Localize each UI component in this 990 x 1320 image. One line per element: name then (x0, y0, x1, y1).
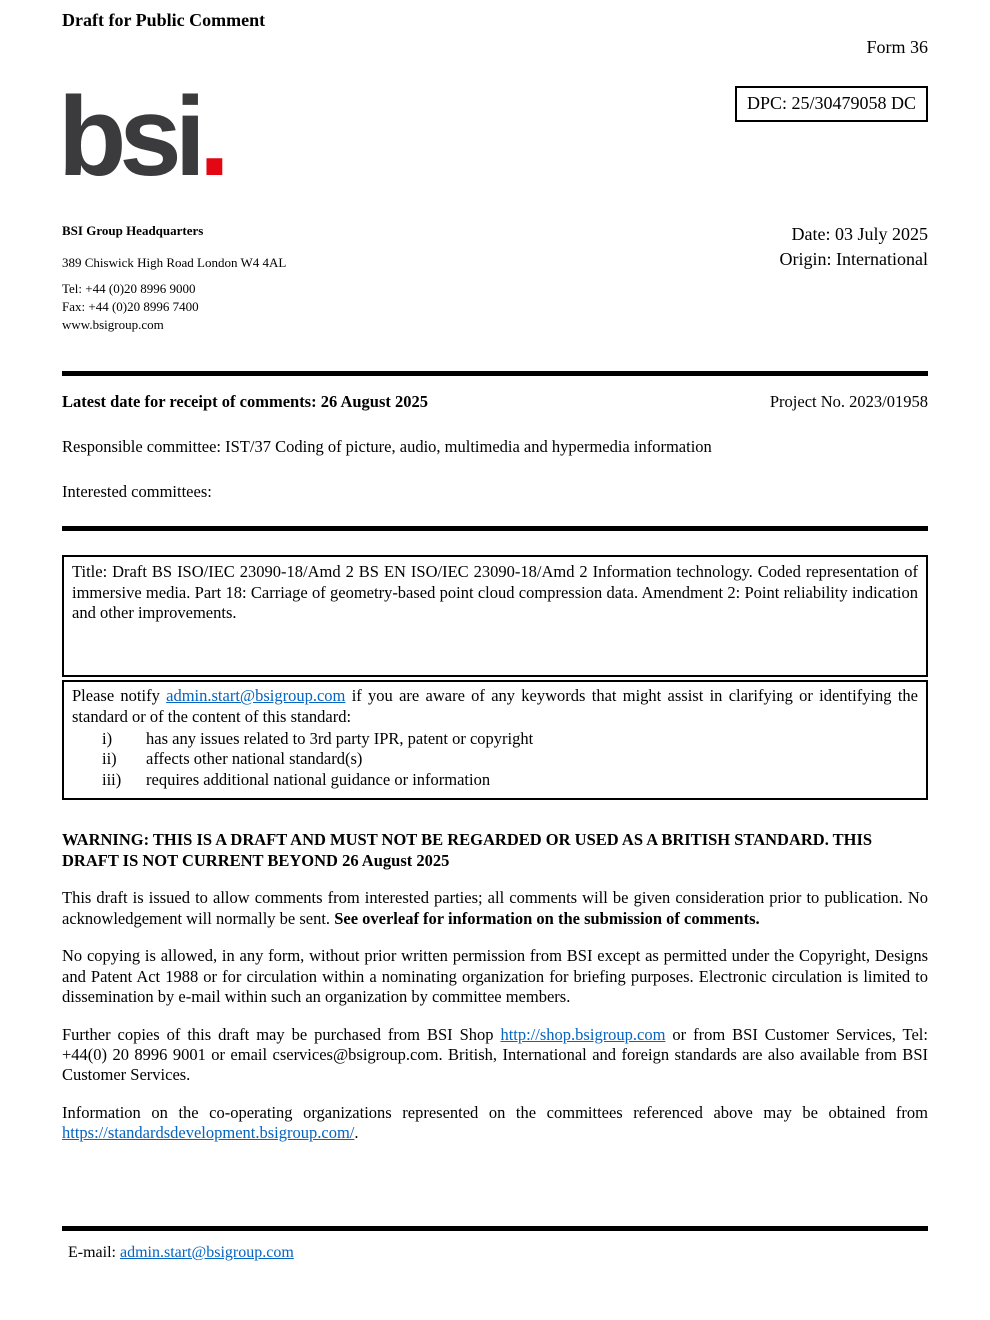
bsi-logo-dot: . (198, 74, 230, 199)
address-title: BSI Group Headquarters (62, 223, 204, 239)
logo-row (58, 74, 928, 199)
comments-issue-paragraph (62, 888, 928, 929)
date-origin-block (780, 222, 928, 333)
address-meta-row (62, 222, 928, 333)
project-number-label: Project No. 2023/01958 (769, 392, 928, 412)
draft-for-public-comment-heading: Draft for Public Comment (62, 10, 266, 30)
divider-rule-top (62, 371, 928, 376)
list-item-number: ii) (102, 749, 117, 769)
further-copies-paragraph (62, 1025, 928, 1086)
address-fax: Fax: +44 (0)20 8996 7400 (62, 299, 199, 315)
standards-development-link[interactable]: https://standardsdevelopment.bsigroup.com/ (62, 1123, 355, 1143)
see-overleaf-bold-text: See overleaf for information on the submission of comments. (334, 908, 760, 928)
origin-label: Origin: International (779, 249, 928, 270)
list-item-text: affects other national standard(s) (146, 749, 363, 769)
draft-warning-text: WARNING: THIS IS A DRAFT AND MUST NOT BE REGARDED OR USED AS A BRITISH STANDARD. THIS DRAFT IS NOT CURRENT BEYOND 26 August 2025 (62, 830, 873, 870)
list-item (72, 749, 918, 769)
title-text: Title: Draft BS ISO/IEC 23090-18/Amd 2 BS EN ISO/IEC 23090-18/Amd 2 Information technology. Coded representation of immersive media. Part 18: Carriage of geometry-based point cloud compression data. Amendment 2: Point reliability indication and other improvements. (72, 562, 918, 623)
notify-box (62, 680, 928, 800)
divider-rule-bottom (62, 1226, 928, 1231)
list-item-text: has any issues related to 3rd party IPR, patent or copyright (146, 729, 534, 749)
bsi-logo-text: bsi (58, 74, 199, 199)
no-copying-paragraph: No copying is allowed, in any form, without prior written permission from BSI except as permitted under the Copyright, Designs and Patent Act 1988 or for circulation within a nominating organization for briefing purposes. Electronic circulation is limited to dissemination by e-mail within such an organization by committee members. (62, 946, 928, 1007)
paragraph-text: Information on the co-operating organizations represented on the committees referenced above may be obtained from (62, 1102, 928, 1122)
responsible-committee-line: Responsible committee: IST/37 Coding of picture, audio, multimedia and hypermedia information (62, 437, 712, 457)
list-item-number: iii) (102, 769, 122, 789)
bsi-shop-link[interactable]: http://shop.bsigroup.com (500, 1024, 666, 1044)
dpc-number-box: DPC: 25/30479058 DC (735, 86, 928, 122)
date-label: Date: 03 July 2025 (791, 224, 928, 245)
address-street: 389 Chiswick High Road London W4 4AL (62, 254, 287, 270)
divider-rule-middle (62, 526, 928, 531)
paragraph-text: . (354, 1123, 359, 1143)
bsi-logo (58, 74, 230, 199)
interested-committees-line: Interested committees: (62, 482, 212, 502)
comments-deadline-row (62, 392, 928, 412)
bsi-address-block (62, 222, 286, 333)
cooperating-organizations-paragraph (62, 1103, 928, 1144)
latest-date-label: Latest date for receipt of comments: 26 August 2025 (62, 392, 428, 412)
list-item-text: requires additional national guidance or information (146, 769, 491, 789)
paragraph-text: This draft is issued to allow comments from interested parties; all comments will be given consideration prior to publication. No acknowledgement will normally be sent. (62, 888, 928, 928)
paragraph-text: or from BSI Customer Services, Tel: +44(0) 20 8996 9001 or email cservices@bsigroup.com. British, International and foreign standards are also available from BSI Customer Services. (62, 1024, 928, 1085)
list-item-number: i) (102, 729, 113, 749)
notify-email-link[interactable]: admin.start@bsigroup.com (166, 686, 346, 706)
address-website: www.bsigroup.com (62, 316, 164, 332)
notify-suffix: if you are aware of any keywords that might assist in clarifying or identifying the standard or of the content of this standard: (72, 686, 918, 726)
list-item (72, 729, 918, 749)
address-tel: Tel: +44 (0)20 8996 9000 (62, 281, 196, 297)
footer-email-line (62, 1244, 928, 1262)
notify-list (72, 729, 918, 790)
form-number-label: Form 36 (866, 37, 928, 57)
paragraph-text: Further copies of this draft may be purchased from BSI Shop (62, 1024, 501, 1044)
notify-prefix: Please notify (72, 686, 167, 706)
list-item (72, 770, 918, 790)
email-label: E-mail: (68, 1243, 120, 1261)
footer-email-link[interactable]: admin.start@bsigroup.com (119, 1243, 294, 1261)
title-box (62, 555, 928, 677)
